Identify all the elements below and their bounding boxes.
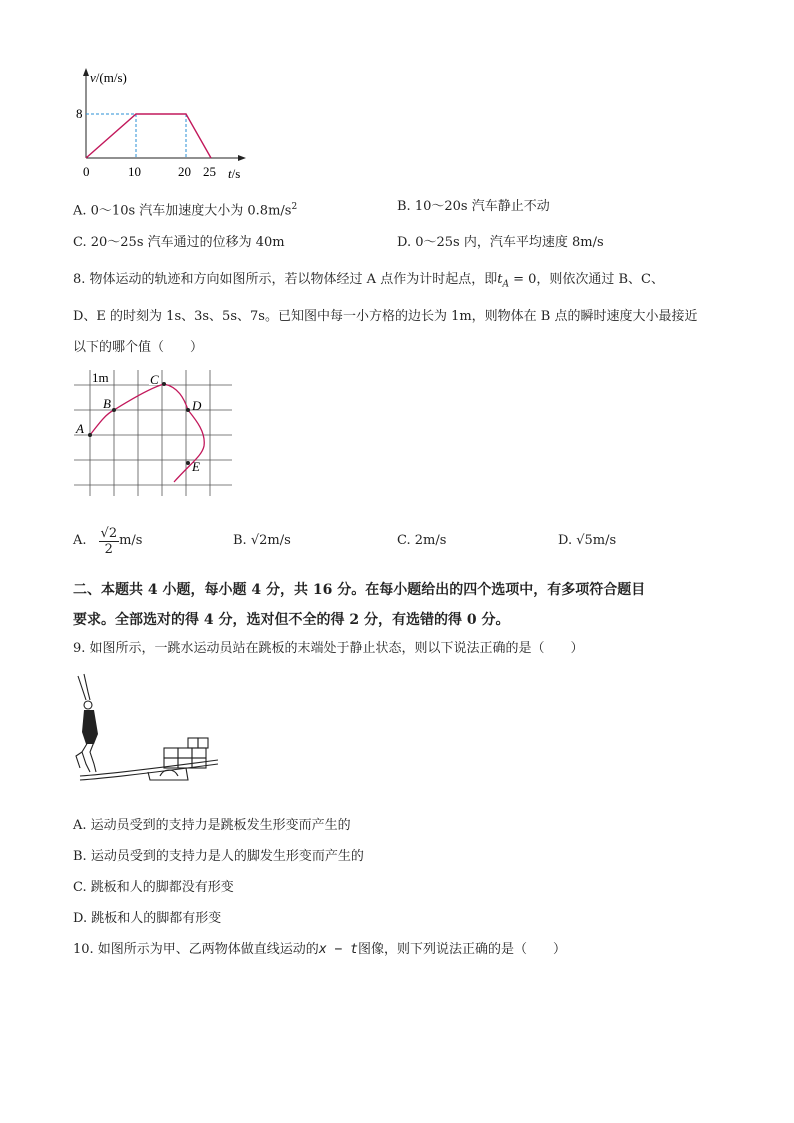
vt-y-arrow (83, 68, 89, 76)
block-2 (178, 748, 192, 758)
section2-line2: 要求。全部选对的得 4 分，选对但不全的得 2 分，有选错的得 0 分。 (73, 612, 510, 628)
vt-curve (86, 114, 211, 158)
q10-stem: 10. 如图所示为甲、乙两物体做直线运动的x − t图像，则下列说法正确的是（ ） (73, 942, 566, 957)
vt-y-label: v/(m/s) (90, 70, 127, 85)
vt-x-tick-10: 10 (128, 164, 141, 179)
block-5 (178, 758, 192, 768)
q8-option-d-value: √5m/s (576, 533, 617, 548)
q8-option-b-value: √2m/s (250, 533, 291, 548)
q8-option-c[interactable]: C. 2m/s (397, 533, 447, 548)
q7-option-a-sup: 2 (291, 202, 298, 212)
vt-y-tick-8: 8 (76, 106, 83, 121)
block-3 (192, 748, 206, 758)
diver-leg-back (82, 742, 90, 772)
q7-option-b[interactable]: B. 10～20s 汽车静止不动 (397, 199, 550, 214)
q8-option-a-fraction (99, 526, 120, 557)
q7-option-a[interactable] (73, 199, 297, 219)
diver-figure (68, 672, 218, 784)
label-a: A (76, 421, 84, 436)
block-7 (188, 738, 198, 748)
q9-option-b[interactable]: B. 运动员受到的支持力是人的脚发生形变而产生的 (73, 849, 364, 864)
q9-option-c[interactable]: C. 跳板和人的脚都没有形变 (73, 880, 234, 895)
block-8 (198, 738, 208, 748)
q9-option-a[interactable]: A. 运动员受到的支持力是跳板发生形变而产生的 (73, 818, 351, 833)
trajectory-grid (70, 370, 236, 498)
diver-leg-bend (76, 752, 82, 768)
q7-option-a-text: A. 0～10s 汽车加速度大小为 0.8m/s (73, 203, 292, 219)
q10-math: x − t (318, 942, 358, 957)
label-e: E (192, 459, 200, 474)
q8-option-a-unit: m/s (119, 533, 143, 548)
diver-leg-front (90, 742, 96, 772)
label-c: C (150, 372, 159, 387)
point-e (186, 461, 190, 465)
section2-line1: 二、本题共 4 小题，每小题 4 分，共 16 分。在每小题给出的四个选项中，有多项符合题目 (73, 582, 646, 598)
vt-x-tick-20: 20 (178, 164, 191, 179)
point-d (186, 408, 190, 412)
q8-option-d[interactable]: D. √5m/s (558, 533, 617, 548)
q7-option-c[interactable]: C. 20～25s 汽车通过的位移为 40m (73, 235, 285, 250)
q8-stem-line2: D、E 的时刻为 1s、3s、5s、7s。已知图中每一小方格的边长为 1m，则物体在 B 点的瞬时速度大小最接近 (73, 309, 698, 324)
vt-graph (76, 66, 256, 184)
grid-scale-label: 1m (92, 370, 109, 385)
point-a (88, 433, 92, 437)
q7-option-d[interactable]: D. 0～25s 内，汽车平均速度 8m/s (397, 235, 604, 250)
q8-option-a-numerator: √2 (100, 525, 118, 541)
q8-option-a-denominator: 2 (104, 541, 113, 557)
q9-option-d[interactable]: D. 跳板和人的脚都有形变 (73, 911, 222, 926)
vt-x-label: t/s (228, 166, 241, 181)
q8-option-a-label: A. (73, 533, 87, 548)
vt-x-arrow (238, 155, 246, 161)
q8-stem-line1: 8. 物体运动的轨迹和方向如图所示，若以物体经过 A 点作为计时起点，即$t_A = 0$，则依次通过 B、C、 (73, 272, 665, 290)
q8-stem-line3: 以下的哪个值（ ） (73, 340, 204, 355)
vt-x-tick-25: 25 (203, 164, 216, 179)
block-1 (164, 748, 178, 758)
point-b (112, 408, 116, 412)
diver-body (82, 710, 98, 744)
point-c (162, 382, 166, 386)
diver-head (84, 701, 92, 709)
q8-option-a[interactable] (73, 520, 142, 562)
q8-option-b[interactable]: B. √2m/s (233, 533, 291, 548)
q9-stem: 9. 如图所示，一跳水运动员站在跳板的末端处于静止状态，则以下说法正确的是（ ） (73, 641, 584, 656)
label-d: D (192, 398, 202, 413)
vt-x-tick-0: 0 (83, 164, 90, 179)
label-b: B (103, 396, 111, 411)
